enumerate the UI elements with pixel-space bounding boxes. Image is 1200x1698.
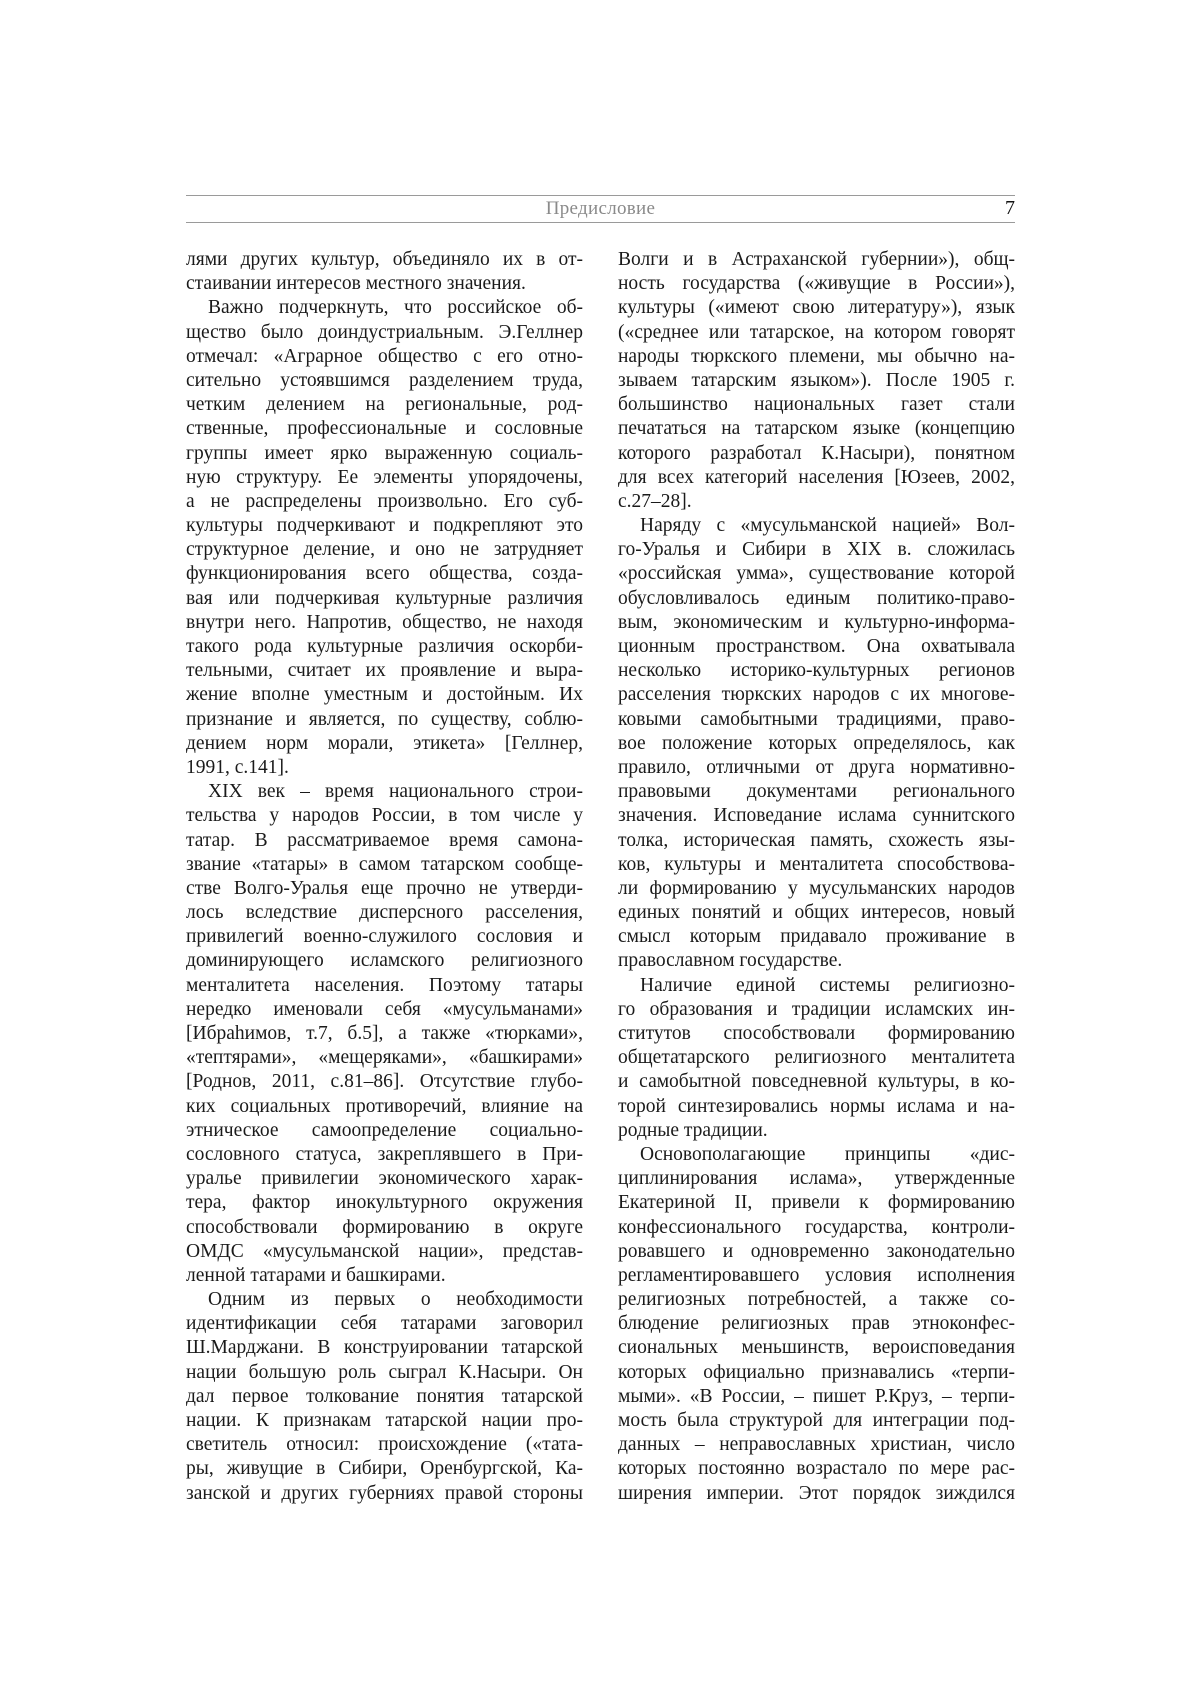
text-line: значения. Исповедание ислама суннитского [618,804,1015,828]
text-line: которого разработал К.Насыри), понятном [618,442,1015,466]
text-line: светитель относил: происхождение («тата- [186,1433,583,1457]
text-line: Волги и в Астраханской губернии»), общ- [618,248,1015,272]
text-line: единых понятий и общих интересов, новый [618,901,1015,925]
text-line: тельства у народов России, в том числе у [186,804,583,828]
text-line: торой синтезировались нормы ислама и на- [618,1095,1015,1119]
text-line: правовыми документами регионального [618,780,1015,804]
text-line: сиональных меньшинств, вероисповедания [618,1336,1015,1360]
text-line: лось вследствие дисперсного расселения, [186,901,583,925]
text-line: зываем татарским языком»). После 1905 г. [618,369,1015,393]
text-line: и самобытной повседневной культуры, в ко- [618,1070,1015,1094]
left-text-column [186,248,583,1506]
text-line: нации. К признакам татарской нации про- [186,1409,583,1433]
text-line: уралье привилегии экономического харак- [186,1167,583,1191]
text-line: Наличие единой системы религиозно- [618,974,1015,998]
text-line: ры, живущие в Сибири, Оренбургской, Ка- [186,1457,583,1481]
text-line: группы имеет ярко выраженную социаль- [186,442,583,466]
paragraph [186,248,583,296]
text-line: жение вполне уместным и достойным. Их [186,683,583,707]
text-line: отмечал: «Аграрное общество с его отно- [186,345,583,369]
text-line: большинство национальных газет стали [618,393,1015,417]
text-line: нередко именовали себя «мусульманами» [186,998,583,1022]
text-line: культуры подчеркивают и подкрепляют это [186,514,583,538]
text-line: печататься на татарском языке (концепцию [618,417,1015,441]
text-line: циплинирования ислама», утвержденные [618,1167,1015,1191]
text-line: сительно устоявшимся разделением труда, [186,369,583,393]
text-line: ность государства («живущие в России»), [618,272,1015,296]
text-line: стве Волго-Уралья еще прочно не утверди- [186,877,583,901]
text-line: («среднее или татарское, на котором говорят [618,321,1015,345]
text-line: культуры («имеют свою литературу»), язык [618,296,1015,320]
text-line: регламентировавшего условия исполнения [618,1264,1015,1288]
text-line: мость была структурой для интеграции под- [618,1409,1015,1433]
text-line: ститутов способствовали формированию [618,1022,1015,1046]
text-line: внутри него. Напротив, общество, не находя [186,611,583,635]
text-line: Основополагающие принципы «дис- [618,1143,1015,1167]
text-line: сословного статуса, закреплявшего в При- [186,1143,583,1167]
text-line: лями других культур, объединяло их в от- [186,248,583,272]
text-line: Одним из первых о необходимости [186,1288,583,1312]
text-line: тельными, считает их проявление и выра- [186,659,583,683]
running-header-title: Предисловие [186,198,1015,220]
text-line: Наряду с «мусульманской нацией» Вол- [618,514,1015,538]
text-line: доминирующего исламского религиозного [186,949,583,973]
text-line: звание «татары» в самом татарском сообще- [186,853,583,877]
text-line: 1991, с.141]. [186,756,583,780]
text-line: толка, историческая память, схожесть язы- [618,829,1015,853]
text-line: мыми». «В России, – пишет Р.Круз, – терпи- [618,1385,1015,1409]
text-line: Важно подчеркнуть, что российское об- [186,296,583,320]
text-line: «российская умма», существование которой [618,562,1015,586]
paragraph [186,780,583,1288]
text-line: признание и является, по существу, соблю- [186,708,583,732]
text-line: которых официально признавались «терпи- [618,1361,1015,1385]
text-line: татар. В рассматриваемое время самона- [186,829,583,853]
text-line: идентификации себя татарами заговорил [186,1312,583,1336]
text-line: [Роднов, 2011, с.81–86]. Отсутствие глубо- [186,1070,583,1094]
text-line: православном государстве. [618,949,1015,973]
text-line: функционирования всего общества, созда- [186,562,583,586]
text-line: го образования и традиции исламских ин- [618,998,1015,1022]
text-line: менталитета населения. Поэтому татары [186,974,583,998]
text-line: конфессионального государства, контроли- [618,1216,1015,1240]
text-line: привилегий военно-служилого сословия и [186,925,583,949]
text-line: такого рода культурные различия оскорби- [186,635,583,659]
text-line: родные традиции. [618,1119,1015,1143]
text-line: дал первое толкование понятия татарской [186,1385,583,1409]
text-line: нации большую роль сыграл К.Насыри. Он [186,1361,583,1385]
paragraph [618,974,1015,1143]
text-line: обусловливалось единым политико-право- [618,587,1015,611]
text-line: ционным пространством. Она охватывала [618,635,1015,659]
text-line: ственные, профессиональные и сословные [186,417,583,441]
text-line: дением норм морали, этикета» [Геллнер, [186,732,583,756]
text-line: Ш.Марджани. В конструировании татарской [186,1336,583,1360]
page-number: 7 [1005,197,1015,219]
text-line: для всех категорий населения [Юзеев, 2002, [618,466,1015,490]
text-line: щество было доиндустриальным. Э.Геллнер [186,321,583,345]
text-line: структурное деление, и оно не затрудняет [186,538,583,562]
right-text-column [618,248,1015,1506]
text-line: а не распределены произвольно. Его суб- [186,490,583,514]
text-line: общетатарского религиозного менталитета [618,1046,1015,1070]
text-line: Екатериной II, привели к формированию [618,1191,1015,1215]
text-line: ширения империи. Этот порядок зиждился [618,1482,1015,1506]
text-line: этническое самоопределение социально- [186,1119,583,1143]
paragraph [186,1288,583,1506]
text-line: вое положение которых определялось, как [618,732,1015,756]
paragraph [618,514,1015,974]
text-line: с.27–28]. [618,490,1015,514]
text-line: ровавшего и одновременно законодательно [618,1240,1015,1264]
text-line: [Ибраhимов, т.7, б.5], а также «тюрками», [186,1022,583,1046]
text-line: религиозных потребностей, а также со- [618,1288,1015,1312]
text-line: вая или подчеркивая культурные различия [186,587,583,611]
text-line: ленной татарами и башкирами. [186,1264,583,1288]
text-line: четким делением на региональные, род- [186,393,583,417]
text-line: несколько историко-культурных регионов [618,659,1015,683]
text-line: блюдение религиозных прав этноконфес- [618,1312,1015,1336]
text-line: которых постоянно возрастало по мере рас- [618,1457,1015,1481]
text-line: ную структуру. Ее элементы упорядочены, [186,466,583,490]
text-line: занской и других губерниях правой стороны [186,1482,583,1506]
text-line: народы тюркского племени, мы обычно на- [618,345,1015,369]
header-rule-bottom [186,222,1015,223]
text-line: расселения тюркских народов с их многове- [618,683,1015,707]
text-line: правило, отличными от друга нормативно- [618,756,1015,780]
text-line: данных – неправославных христиан, число [618,1433,1015,1457]
text-line: ков, культуры и менталитета способствова- [618,853,1015,877]
text-line: XIX век – время национального строи- [186,780,583,804]
paragraph [618,248,1015,514]
paragraph [618,1143,1015,1506]
text-line: стаивании интересов местного значения. [186,272,583,296]
text-line: ковыми самобытными традициями, право- [618,708,1015,732]
text-line: «тептярами», «мещеряками», «башкирами» [186,1046,583,1070]
text-line: смысл которым придавало проживание в [618,925,1015,949]
text-line: тера, фактор инокультурного окружения [186,1191,583,1215]
text-line: способствовали формированию в округе [186,1216,583,1240]
text-line: ли формированию у мусульманских народов [618,877,1015,901]
text-line: ких социальных противоречий, влияние на [186,1095,583,1119]
paragraph [186,296,583,780]
text-line: ОМДС «мусульманской нации», представ- [186,1240,583,1264]
text-line: вым, экономическим и культурно-информа- [618,611,1015,635]
header-rule-top [186,195,1015,196]
text-line: го-Уралья и Сибири в XIX в. сложилась [618,538,1015,562]
